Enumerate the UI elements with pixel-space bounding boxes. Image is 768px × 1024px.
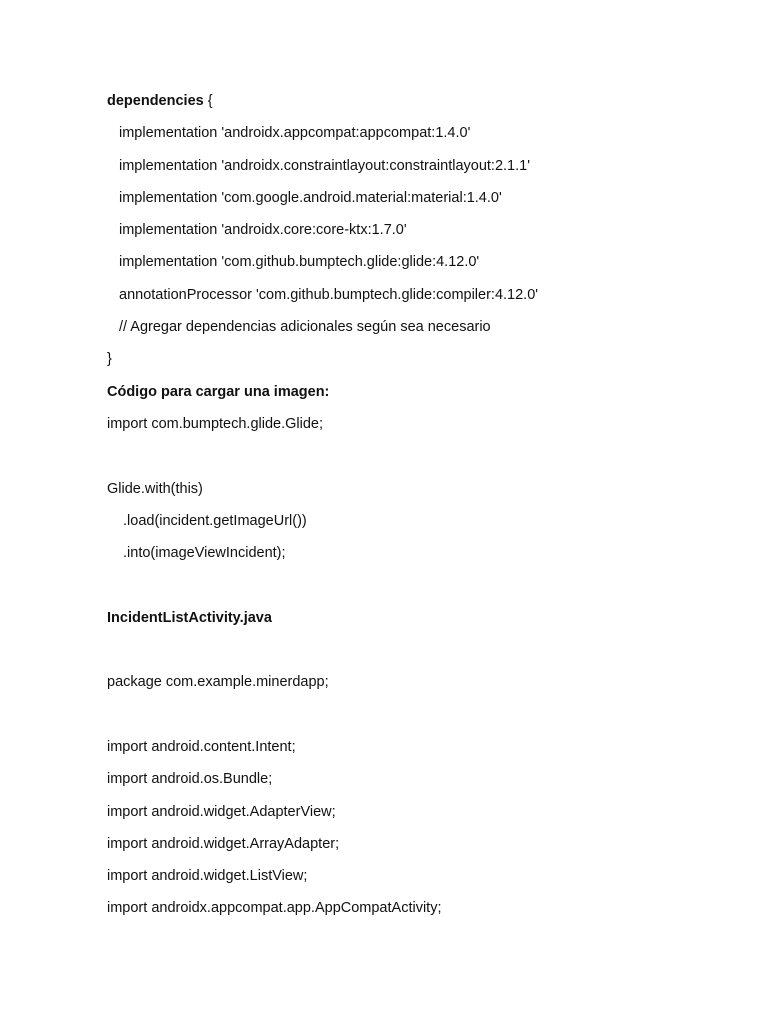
dependencies-close-brace: } [107, 351, 112, 368]
glide-import-line: import com.bumptech.glide.Glide; [107, 415, 323, 432]
dependency-line: implementation 'androidx.appcompat:appcompat:1.4.0' [119, 125, 471, 142]
dependency-line: implementation 'androidx.constraintlayout:constraintlayout:2.1.1' [119, 157, 530, 174]
dependency-line: annotationProcessor 'com.github.bumptech.glide:compiler:4.12.0' [119, 286, 539, 303]
dependency-line: implementation 'com.google.android.material:material:1.4.0' [119, 189, 502, 206]
dependencies-open-brace: { [203, 93, 213, 109]
dependency-line: implementation 'com.github.bumptech.glide:glide:4.12.0' [119, 254, 480, 271]
glide-into-line: .into(imageViewIncident); [123, 545, 286, 562]
import-line: import android.content.Intent; [107, 738, 296, 755]
dependency-line: implementation 'androidx.core:core-ktx:1.7.0' [119, 222, 407, 239]
dependencies-open-line [107, 90, 727, 122]
import-line: import android.widget.AdapterView; [107, 803, 336, 820]
glide-with-line: Glide.with(this) [107, 480, 203, 497]
image-code-heading: Código para cargar una imagen: [107, 383, 330, 400]
import-line: import android.os.Bundle; [107, 771, 273, 788]
blank-line [107, 445, 727, 477]
dependency-comment-line: // Agregar dependencias adicionales según sea necesario [119, 319, 491, 336]
dependencies-keyword: dependencies [107, 93, 204, 109]
blank-line [107, 704, 727, 736]
package-line: package com.example.minerdapp; [107, 674, 329, 691]
blank-line [107, 574, 727, 606]
document-page [107, 90, 727, 930]
activity-file-heading: IncidentListActivity.java [107, 609, 272, 626]
import-line: import androidx.appcompat.app.AppCompatActivity; [107, 900, 442, 917]
glide-load-line: .load(incident.getImageUrl()) [123, 512, 307, 529]
blank-line [107, 639, 727, 671]
import-line: import android.widget.ListView; [107, 868, 308, 885]
import-line: import android.widget.ArrayAdapter; [107, 835, 340, 852]
